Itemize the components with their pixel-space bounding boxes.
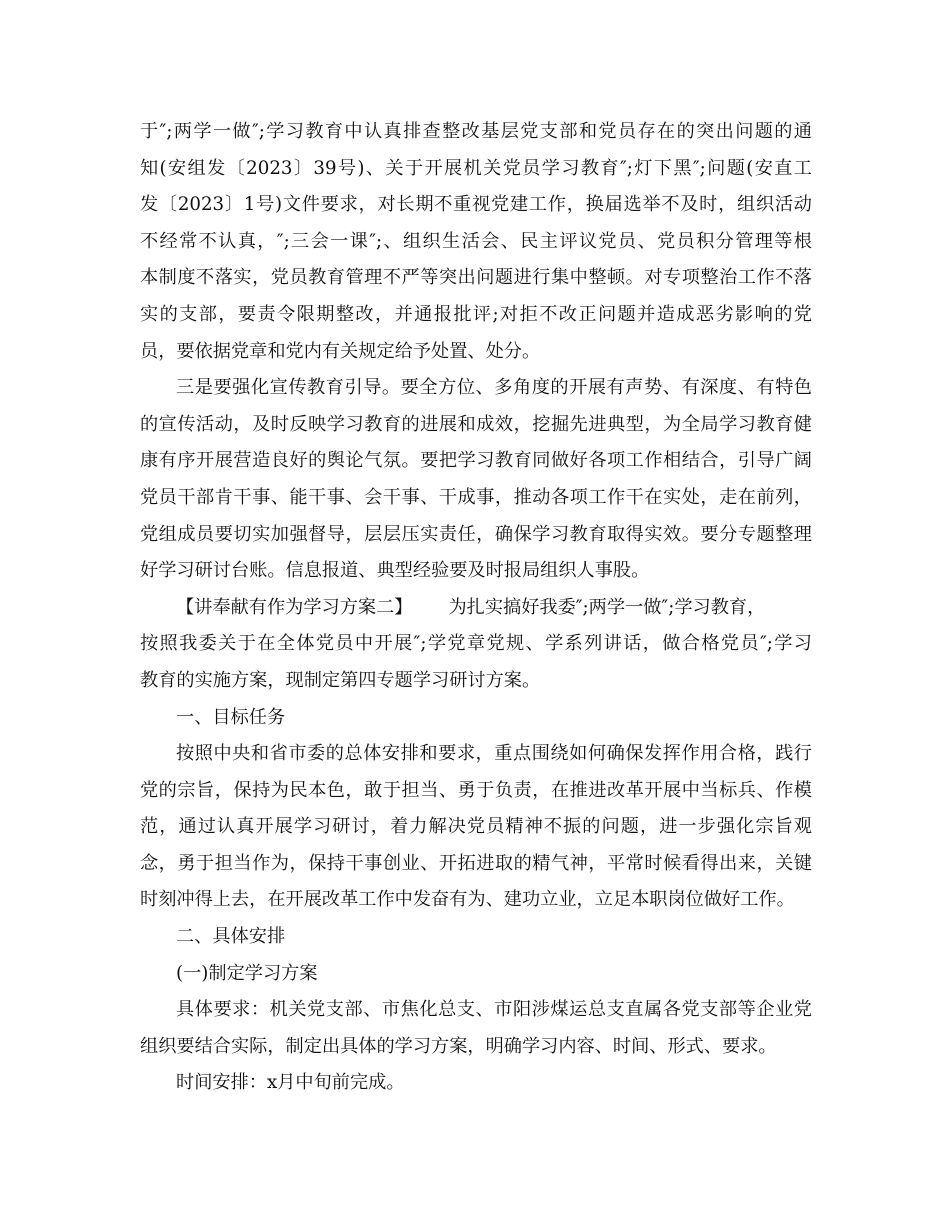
paragraph-publicity <box>140 370 812 590</box>
paragraph-rectification <box>140 114 812 370</box>
text-line: 不经常不认真，″;三会一课″;、组织生活会、民主评议党员、党员积分管理等根 <box>140 230 812 252</box>
text-line: 党组成员要切实加强督导，层层压实责任，确保学习教育取得实效。要分专题整理 <box>140 523 812 545</box>
text-line: 好学习研讨台账。信息报道、典型经验要及时报局组织人事股。 <box>140 560 650 582</box>
text-line: 具体要求：机关党支部、市焦化总支、市阳涉煤运总支直属各党支部等企业党 <box>176 999 812 1021</box>
text-line: 的宣传活动，及时反映学习教育的进展和成效，挖掘先进典型，为全局学习教育健 <box>140 413 812 435</box>
heading-goals <box>140 700 812 737</box>
text-line: 党的宗旨，保持为民本色，敢于担当、勇于负责，在推进改革开展中当标兵、作模 <box>140 779 812 801</box>
text-line <box>140 590 812 627</box>
text-line: 发〔2023〕1号)文件要求，对长期不重视党建工作，换届选举不及时，组织活动 <box>140 194 812 216</box>
text-line: 按照我委关于在全体党员中开展″;学党章党规、学系列讲话，做合格党员″;学习 <box>140 633 812 655</box>
paragraph-goals <box>140 736 812 919</box>
text-line: 三是要强化宣传教育引导。要全方位、多角度的开展有声势、有深度、有特色 <box>176 377 812 399</box>
heading-study-plan <box>140 956 812 993</box>
text-line: 员，要依据党章和党内有关规定给予处置、处分。 <box>140 340 541 362</box>
text-line: 党员干部肯干事、能干事、会干事、干成事，推动各项工作干在实处，走在前列， <box>140 486 812 508</box>
section-title: 【讲奉献有作为学习方案二】 <box>176 596 413 618</box>
text-line: 念，勇于担当作为，保持干事创业、开拓进取的精气神，平常时候看得出来，关键 <box>140 852 812 874</box>
text-line: 本制度不落实，党员教育管理不严等突出问题进行集中整顿。对专项整治工作不落 <box>140 267 812 289</box>
text-line: 时刻冲得上去，在开展改革工作中发奋有为、建功立业，立足本职岗位做好工作。 <box>140 889 795 911</box>
heading-arrangements <box>140 919 812 956</box>
text-span: 为扎实搞好我委″;两学一做″;学习教育， <box>448 596 766 618</box>
paragraph-requirements <box>140 992 812 1065</box>
text-line: 按照中央和省市委的总体安排和要求，重点围绕如何确保发挥作用合格，践行 <box>176 743 812 765</box>
text-line: 康有序开展营造良好的舆论气氛。要把学习教育同做好各项工作相结合，引导广阔 <box>140 450 812 472</box>
heading-text: (一)制定学习方案 <box>176 962 318 984</box>
text-line: 范，通过认真开展学习研讨，着力解决党员精神不振的问题，进一步强化宗旨观 <box>140 816 812 838</box>
paragraph-schedule <box>140 1065 812 1102</box>
text-line: 组织要结合实际，制定出具体的学习方案，明确学习内容、时间、形式、要求。 <box>140 1035 777 1057</box>
document-page <box>140 114 812 1102</box>
heading-text: 二、具体安排 <box>176 926 286 948</box>
heading-text: 一、目标任务 <box>176 706 286 728</box>
text-line: 时间安排：x月中旬前完成。 <box>176 1072 405 1094</box>
text-line: 教育的实施方案，现制定第四专题学习研讨方案。 <box>140 669 541 691</box>
text-line: 于″;两学一做″;学习教育中认真排查整改基层党支部和党员存在的突出问题的通 <box>140 121 812 142</box>
text-line: 知(安组发〔2023〕39号)、关于开展机关党员学习教育″;灯下黑″;问题(安直工 <box>140 157 812 179</box>
paragraph-plan-two <box>140 590 812 700</box>
text-line: 实的支部，要责令限期整改，并通报批评;对拒不改正问题并造成恶劣影响的党 <box>140 303 812 325</box>
